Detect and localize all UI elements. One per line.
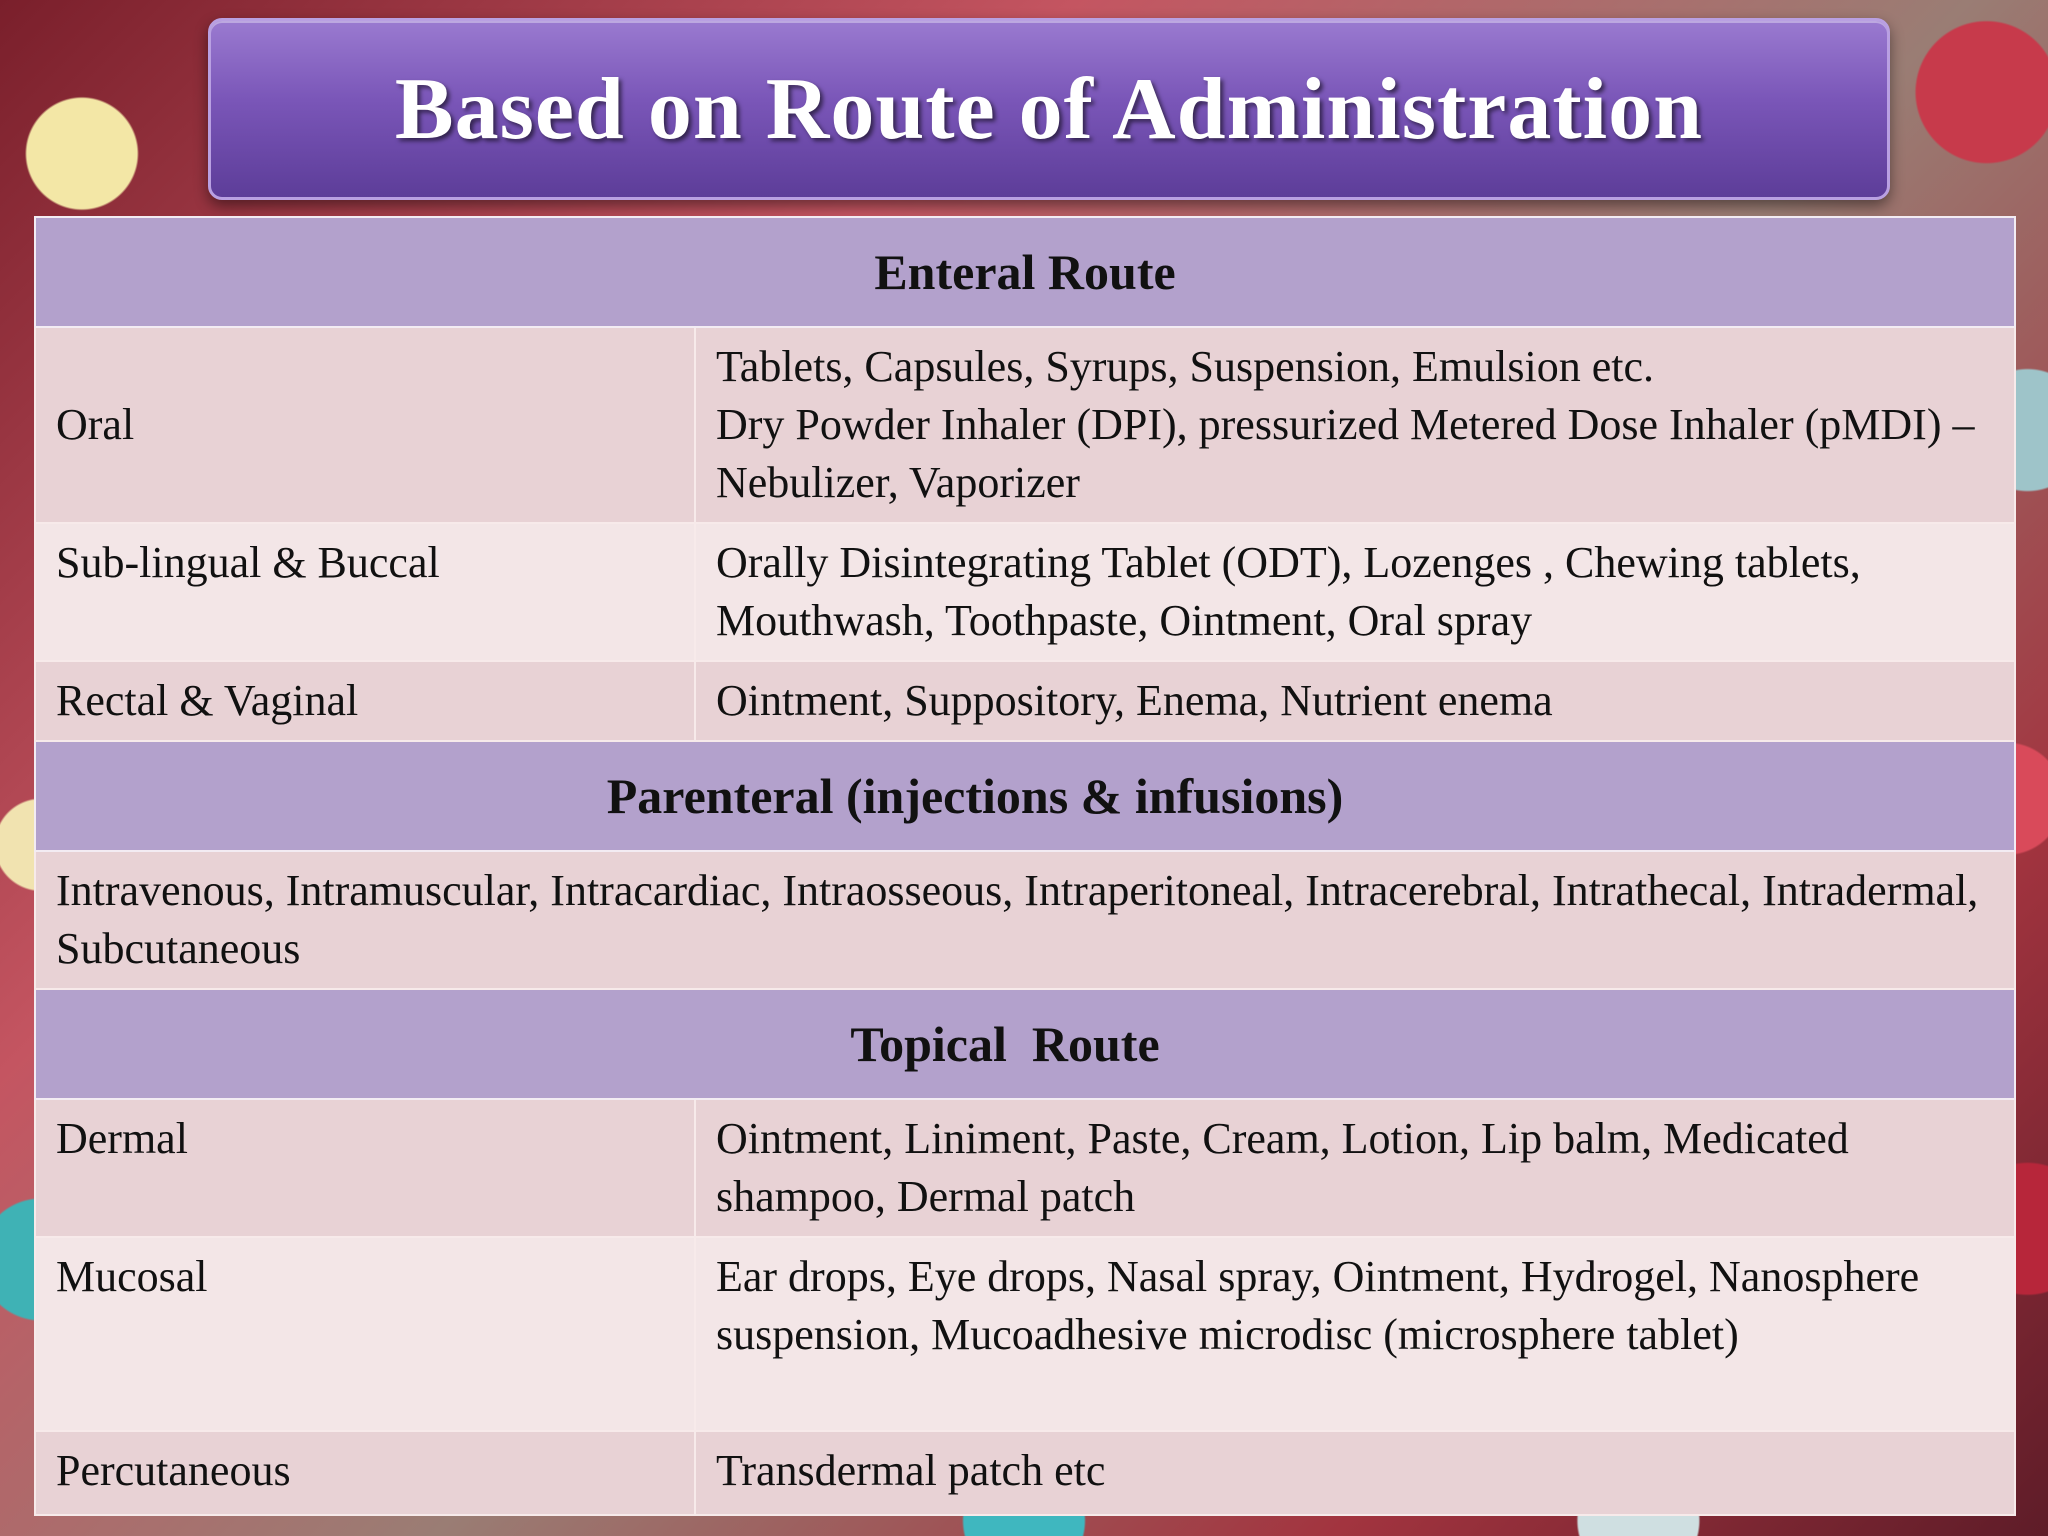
dosage-forms-line: Ointment, Liniment, Paste, Cream, Lotion, Lip balm, Medicated shampoo, Dermal patch [716, 1114, 1849, 1221]
route-label: Rectal & Vaginal [35, 661, 695, 741]
route-label: Mucosal [35, 1237, 695, 1431]
dosage-forms-cell [695, 327, 2015, 523]
dosage-forms-line: Orally Disintegrating Tablet (ODT), Lozenges , Chewing tablets, Mouthwash, Toothpaste, Ointment, Oral spray [716, 538, 1861, 645]
route-label: Oral [35, 327, 695, 523]
page-title: Based on Route of Administration [394, 60, 1704, 158]
dosage-forms-line: Ear drops, Eye drops, Nasal spray, Ointment, Hydrogel, Nanosphere suspension, Mucoadhesive microdisc (microsphere tablet) [716, 1252, 1920, 1359]
dosage-forms-line: Transdermal patch etc [716, 1446, 1106, 1495]
section-heading: Topical Route [35, 989, 2015, 1099]
section-heading: Parenteral (injections & infusions) [35, 741, 2015, 851]
dosage-forms-line: Ointment, Suppository, Enema, Nutrient enema [716, 676, 1553, 725]
route-label: Percutaneous [35, 1431, 695, 1515]
table-row [35, 327, 2015, 523]
table-row [35, 661, 2015, 741]
route-label: Sub-lingual & Buccal [35, 523, 695, 661]
section-header-parenteral [35, 741, 2015, 851]
dosage-forms-cell [695, 1099, 2015, 1237]
dosage-forms-cell [695, 523, 2015, 661]
table-row [35, 1099, 2015, 1237]
routes-table [34, 216, 2016, 1516]
title-banner [208, 18, 1890, 200]
dosage-forms-line: Dry Powder Inhaler (DPI), pressurized Metered Dose Inhaler (pMDI) – Nebulizer, Vaporizer [716, 400, 1975, 507]
table-row [35, 1431, 2015, 1515]
section-header-enteral [35, 217, 2015, 327]
table-row [35, 523, 2015, 661]
parenteral-routes-text: Intravenous, Intramuscular, Intracardiac, Intraosseous, Intraperitoneal, Intracerebral, Intrathecal, Intradermal, Subcutaneous [35, 851, 2015, 989]
dosage-forms-line: Tablets, Capsules, Syrups, Suspension, Emulsion etc. [716, 342, 1654, 391]
dosage-forms-cell [695, 661, 2015, 741]
dosage-forms-cell [695, 1237, 2015, 1431]
route-label: Dermal [35, 1099, 695, 1237]
table-row [35, 851, 2015, 989]
section-heading: Enteral Route [35, 217, 2015, 327]
table-row [35, 1237, 2015, 1431]
section-header-topical [35, 989, 2015, 1099]
dosage-forms-cell [695, 1431, 2015, 1515]
